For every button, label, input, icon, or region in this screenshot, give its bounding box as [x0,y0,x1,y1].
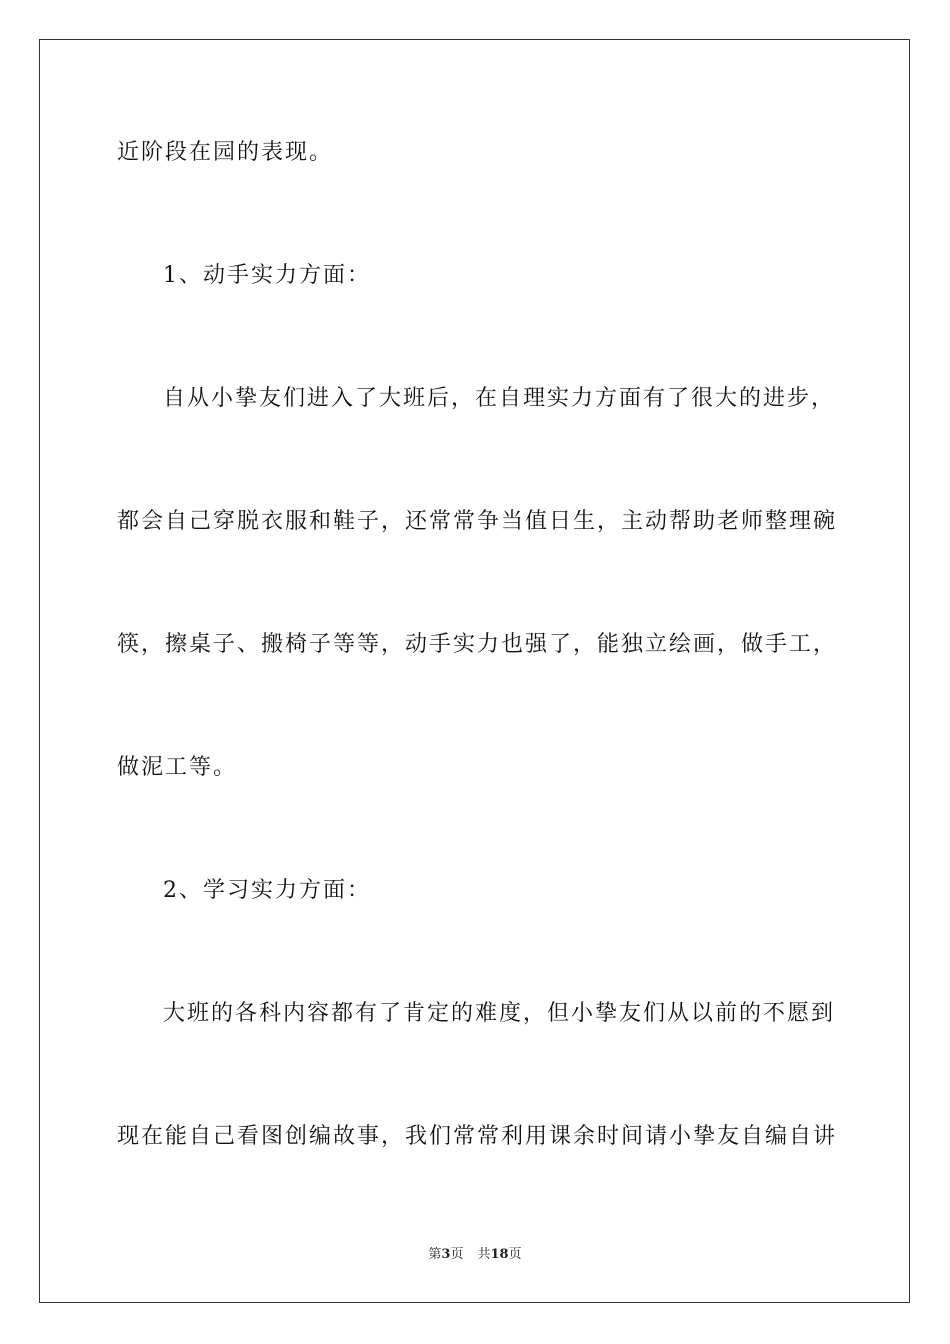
text-line-9: 现在能自己看图创编故事，我们常常利用课余时间请小挚友自编自讲 [117,1124,838,1149]
text-line-1: 近阶段在园的表现。 [117,140,334,165]
page-border [39,39,910,1303]
footer-page-prefix: 第 [428,1247,442,1262]
text-line-6: 做泥工等。 [117,755,238,780]
text-line-8: 大班的各科内容都有了肯定的难度，但小挚友们从以前的不愿到 [163,1001,836,1026]
heading-learning-ability: 2、学习实力方面： [163,878,371,903]
text-line-3: 自从小挚友们进入了大班后，在自理实力方面有了很大的进步， [163,386,836,411]
text-line-4: 都会自己穿脱衣服和鞋子，还常常争当值日生，主动帮助老师整理碗 [117,509,838,534]
footer-page-suffix: 页 [450,1247,464,1262]
page-footer [0,1246,950,1264]
footer-total-suffix: 页 [508,1247,522,1262]
footer-total-prefix: 共 [477,1247,491,1262]
text-line-5: 筷，擦桌子、搬椅子等等，动手实力也强了，能独立绘画，做手工， [117,632,838,657]
footer-total-pages: 18 [490,1247,509,1262]
heading-hands-on-ability: 1、动手实力方面： [163,263,371,288]
footer-page-number: 3 [441,1247,451,1262]
